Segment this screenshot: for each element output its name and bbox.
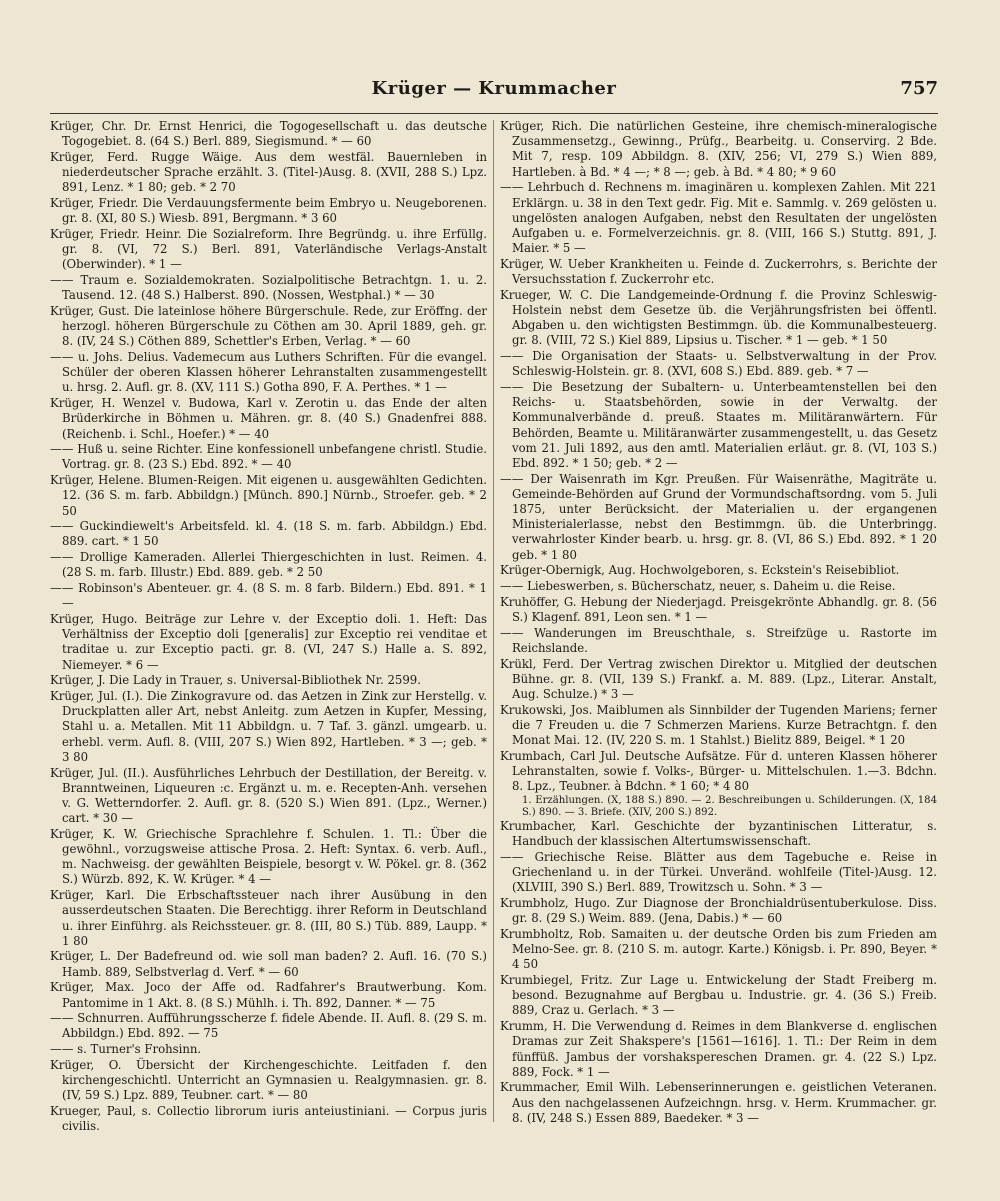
catalog-entry: Krumbacher, Karl. Geschichte der byzantinischen Litteratur, s. Handbuch der klassischen Altertumswissenschaft. [500,819,937,849]
catalog-entry: Kruhöffer, G. Hebung der Niederjagd. Preisgekrönte Abhandlg. gr. 8. (56 S.) Klagenf. 891, Leon sen. * 1 — [500,594,937,624]
catalog-entry: Krüger, J. Die Lady in Trauer, s. Universal-Bibliothek Nr. 2599. [50,673,421,688]
catalog-entry: —— Der Waisenrath im Kgr. Preußen. Für Waisenräthe, Magiträte u. Gemeinde-Behörden auf Grund der Vormundschaftsordng. vom 5. Juli 1875, unter Berücksicht. der Materialien u. der ergangenen Ministerialerlasse, nebst den Bestimmgn. üb. die Unterbringg. verwahrloster Kinder bearb. u. hrsg. gr. 8. (VI, 86 S.) Ebd. 892. * 1 20 geb. * 1 80 [500,471,937,562]
catalog-entry: —— Die Besetzung der Subaltern- u. Unterbeamtenstellen bei den Reichs- u. Staatsbehörden, sowie in der Verwaltg. der Kommunalverbände d. preuß. Staates m. Militäranwärtern. Für Behörden, Beamte u. Militäranwärter zusammengestellt, u. das Gesetz vom 21. Juli 1892, aus den amtl. Materialien erläut. gr. 8. (VI, 103 S.) Ebd. 892. * 1 50; geb. * 2 — [500,379,937,470]
catalog-entry: Krummacher, Emil Wilh. Lebenserinnerungen e. geistlichen Veteranen. Aus den nachgelassenen Aufzeichngn. hrsg. v. Herm. Krummacher. gr. 8. (IV, 248 S.) Essen 889, Baedeker. * 3 — [500,1080,937,1125]
catalog-entry: Krüger, O. Übersicht der Kirchengeschichte. Leitfaden f. den kirchengeschichtl. Unterricht an Gymnasien u. Realgymnasien. gr. 8. (IV, 59 S.) Lpz. 889, Teubner. cart. * — 80 [50,1057,487,1103]
header-rule [50,113,938,114]
catalog-entry: Krüger, Gust. Die lateinlose höhere Bürgerschule. Rede, zur Eröffng. der herzogl. höheren Bürgerschule zu Cöthen am 30. April 1889, geh. gr. 8. (IV, 24 S.) Cöthen 889, Schettler's Erben, Verlag. * — 60 [50,303,487,349]
catalog-entry: Krüger, Jul. (II.). Ausführliches Lehrbuch der Destillation, der Bereitg. v. Branntweinen, Liqueuren :c. Ergänzt u. m. e. Recepten-Anh. versehen v. G. Wetterndorfer. 2. Aufl. gr. 8. (520 S.) Wien 891. (Lpz., Werner.) cart. * 30 — [50,765,487,826]
catalog-entry: —— u. Johs. Delius. Vademecum aus Luthers Schriften. Für die evangel. Schüler der oberen Klassen höherer Lehranstalten zusammengestellt u. hrsg. 2. Aufl. gr. 8. (XV, 111 S.) Gotha 890, F. A. Perthes. * 1 — [50,350,487,395]
running-head: Krüger — Krummacher [371,78,617,99]
catalog-entry: —— Schnurren. Aufführungsscherze f. fidele Abende. II. Aufl. 8. (29 S. m. Abbildgn.) Ebd. 892. — 75 [50,1011,487,1041]
catalog-entry: Krumbach, Carl Jul. Deutsche Aufsätze. Für d. unteren Klassen höherer Lehranstalten, sowie f. Volks-, Bürger- u. Mittelschulen. 1.—3. Bdchn. 8. Lpz., Teubner. à Bdchn. * 1 60; * 4 80 [500,748,937,794]
left-column [50,119,487,1135]
catalog-entry: Krumbiegel, Fritz. Zur Lage u. Entwickelung der Stadt Freiberg m. besond. Bezugnahme auf Bergbau u. Industrie. gr. 4. (36 S.) Freib. 889, Craz u. Gerlach. * 3 — [500,973,937,1018]
catalog-entry: Krueger, Paul, s. Collectio librorum iuris anteiustiniani. — Corpus juris civilis. [50,1104,487,1134]
catalog-entry: Krüger, H. Wenzel v. Budowa, Karl v. Zerotin u. das Ende der alten Brüderkirche in Böhmen u. Mähren. gr. 8. (40 S.) Gnadenfrei 888. (Reichenb. i. Schl., Hoefer.) * — 40 [50,396,487,441]
catalog-entry: Krüger, Hugo. Beiträge zur Lehre v. der Exceptio doli. 1. Heft: Das Verhältniss der Exceptio doli [generalis] zur Exceptio rei venditae et traditae u. zur Exceptio pacti. gr. 8. (VI, 247 S.) Halle a. S. 892, Niemeyer. * 6 — [50,612,487,672]
catalog-entry: Krumbholtz, Rob. Samaiten u. der deutsche Orden bis zum Frieden am Melno-See. gr. 8. (210 S. m. autogr. Karte.) Königsb. i. Pr. 890, Beyer. * 4 50 [500,926,937,972]
catalog-entry: Krüger, Ferd. Rugge Wäige. Aus dem westfäl. Bauernleben in niederdeutscher Sprache erzählt. 3. (Titel-)Ausg. 8. (XVII, 288 S.) Lpz. 891, Lenz. * 1 80; geb. * 2 70 [50,149,487,195]
catalog-entry: Krüger, L. Der Badefreund od. wie soll man baden? 2. Aufl. 16. (70 S.) Hamb. 889, Selbstverlag d. Verf. * — 60 [50,949,487,979]
catalog-entry: Krüger, Friedr. Heinr. Die Sozialreform. Ihre Begründg. u. ihre Erfüllg. gr. 8. (VI, 72 S.) Berl. 891, Vaterländische Verlags-Anstalt (Oberwinder). * 1 — [50,226,487,272]
catalog-entry: —— Wanderungen im Breuschthale, s. Streifzüge u. Rastorte im Reichslande. [500,625,937,655]
catalog-entry: Krüger, Jul. (I.). Die Zinkogravure od. das Aetzen in Zink zur Herstellg. v. Druckplatten aller Art, nebst Anleitg. zum Aetzen in Kupfer, Messing, Stahl u. a. Metallen. Mit 11 Abbildgn. u. 7 Taf. 3. gänzl. umgearb. u. erhebl. verm. Aufl. 8. (VIII, 207 S.) Wien 892, Hartleben. * 3 —; geb. * 3 80 [50,689,487,764]
catalog-entry: —— Liebeswerben, s. Bücherschatz, neuer, s. Daheim u. die Reise. [500,579,896,594]
catalog-entry: —— Die Organisation der Staats- u. Selbstverwaltung in der Prov. Schleswig-Holstein. gr. 8. (XVI, 608 S.) Ebd. 889. geb. * 7 — [500,349,937,379]
catalog-entry: Krüger, W. Ueber Krankheiten u. Feinde d. Zuckerrohrs, s. Berichte der Versuchsstation f. Zuckerrohr etc. [500,256,937,287]
column-divider [493,120,494,1122]
catalog-entry: Krumbholz, Hugo. Zur Diagnose der Bronchialdrüsentuberkulose. Diss. gr. 8. (29 S.) Weim. 889. (Jena, Dabis.) * — 60 [500,896,937,926]
catalog-entry: Krueger, W. C. Die Landgemeinde-Ordnung f. die Provinz Schleswig-Holstein nebst dem Gesetze üb. die Verjährungsfristen bei öffentl. Abgaben u. den wichtigsten Bestimmgn. üb. die Kommunalbesteuerg. gr. 8. (VIII, 72 S.) Kiel 889, Lipsius u. Tischer. * 1 — geb. * 1 50 [500,287,937,348]
catalog-entry: —— Drollige Kameraden. Allerlei Thiergeschichten in lust. Reimen. 4. (28 S. m. farb. Illustr.) Ebd. 889. geb. * 2 50 [50,550,487,580]
catalog-entry: Krüger, Chr. Dr. Ernst Henrici, die Togogesellschaft u. das deutsche Togogebiet. 8. (64 S.) Berl. 889, Siegismund. * — 60 [50,119,487,149]
catalog-entry: Krumm, H. Die Verwendung d. Reimes in dem Blankverse d. englischen Dramas zur Zeit Shakspere's [1561—1616]. 1. Tl.: Der Reim in dem fünffüß. Jambus der vorshakspereschen Dramen. gr. 4. (22 S.) Lpz. 889, Fock. * 1 — [500,1019,937,1079]
catalog-entry: Krüger-Obernigk, Aug. Hochwolgeboren, s. Eckstein's Reisebibliot. [500,563,900,578]
catalog-entry: Krüger, K. W. Griechische Sprachlehre f. Schulen. 1. Tl.: Über die gewöhnl., vorzugsweise attische Prosa. 2. Heft: Syntax. 6. verb. Aufl., m. Nachweisg. der gewählten Beispiele, besorgt v. W. Pökel. gr. 8. (362 S.) Würzb. 892, K. W. Krüger. * 4 — [50,826,487,887]
catalog-entry: Krüger, Max. Joco der Affe od. Radfahrer's Brautwerbung. Kom. Pantomime in 1 Akt. 8. (8 S.) Mühlh. i. Th. 892, Danner. * — 75 [50,980,487,1010]
catalog-entry: Krüger, Karl. Die Erbschaftssteuer nach ihrer Ausübung in den ausserdeutschen Staaten. Die Berechtigg. ihrer Reform in Deutschland u. ihrer Einführg. als Reichssteuer. gr. 8. (III, 80 S.) Tüb. 889, Laupp. * 1 80 [50,888,487,948]
catalog-entry: 1. Erzählungen. (X, 188 S.) 890. — 2. Beschreibungen u. Schilderungen. (X, 184 S.) 890. — 3. Briefe. (XIV, 200 S.) 892. [522,794,937,818]
catalog-entry: Krukowski, Jos. Maiblumen als Sinnbilder der Tugenden Mariens; ferner die 7 Freuden u. die 7 Schmerzen Mariens. Kurze Betrachtgn. f. den Monat Mai. 12. (IV, 220 S. m. 1 Stahlst.) Bielitz 889, Beigel. * 1 20 [500,702,937,748]
catalog-entry: —— s. Turner's Frohsinn. [50,1042,202,1057]
catalog-entry: —— Guckindiewelt's Arbeitsfeld. kl. 4. (18 S. m. farb. Abbildgn.) Ebd. 889. cart. * 1 50 [50,519,487,549]
catalog-entry: Krüger, Helene. Blumen-Reigen. Mit eigenen u. ausgewählten Gedichten. 12. (36 S. m. farb. Abbildgn.) [Münch. 890.] Nürnb., Stroefer. geb. * 2 50 [50,473,487,518]
catalog-entry: Krüger, Friedr. Die Verdauungsfermente beim Embryo u. Neugeborenen. gr. 8. (XI, 80 S.) Wiesb. 891, Bergmann. * 3 60 [50,196,487,226]
catalog-entry: Krüger, Rich. Die natürlichen Gesteine, ihre chemisch-mineralogische Zusammensetzg., Gewinng., Prüfg., Bearbeitg. u. Conservirg. 2 Bde. Mit 7, resp. 109 Abbildgn. 8. (XIV, 256; VI, 279 S.) Wien 889, Hartleben. à Bd. * 4 —; * 8 —; geb. à Bd. * 4 80; * 9 60 [500,119,937,179]
right-column [500,119,937,1127]
catalog-entry: —— Huß u. seine Richter. Eine konfessionell unbefangene christl. Studie. Vortrag. gr. 8. (23 S.) Ebd. 892. * — 40 [50,442,487,472]
catalog-entry: Krükl, Ferd. Der Vertrag zwischen Direktor u. Mitglied der deutschen Bühne. gr. 8. (VII, 139 S.) Frankf. a. M. 889. (Lpz., Literar. Anstalt, Aug. Schulze.) * 3 — [500,656,937,702]
catalog-entry: —— Robinson's Abenteuer. gr. 4. (8 S. m. 8 farb. Bildern.) Ebd. 891. * 1 — [50,581,487,611]
page-header [50,78,938,108]
catalog-entry: —— Lehrbuch d. Rechnens m. imaginären u. komplexen Zahlen. Mit 221 Erklärgn. u. 38 in den Text gedr. Fig. Mit e. Sammlg. v. 269 gelösten u. ungelösten analogen Aufgaben, nebst den Resultaten der ungelösten Aufgaben u. e. Formelverzeichnis. gr. 8. (VIII, 166 S.) Stuttg. 891, J. Maier. * 5 — [500,180,937,256]
catalog-entry: —— Griechische Reise. Blätter aus dem Tagebuche e. Reise in Griechenland u. in der Türkei. Unveränd. wohlfeile (Titel-)Ausg. 12. (XLVIII, 390 S.) Berl. 889, Trowitzsch u. Sohn. * 3 — [500,849,937,895]
page-number: 757 [900,78,938,99]
catalog-entry: —— Traum e. Sozialdemokraten. Sozialpolitische Betrachtgn. 1. u. 2. Tausend. 12. (48 S.) Halberst. 890. (Nossen, Westphal.) * — 30 [50,273,487,303]
